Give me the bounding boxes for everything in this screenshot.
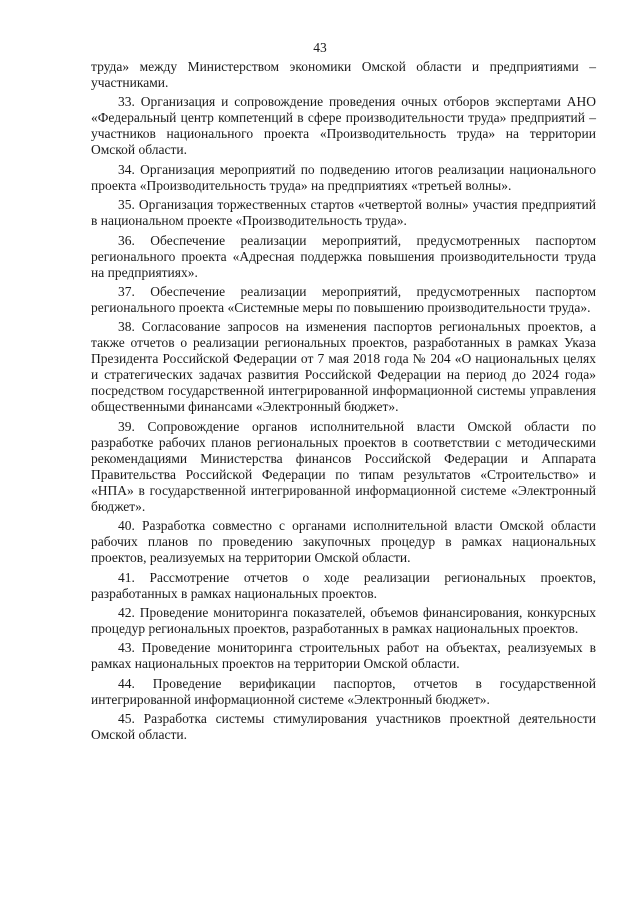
paragraph-item-44: 44. Проведение верификации паспортов, отчетов в государственной интегрированной информационной системе «Электронный бюджет». bbox=[91, 675, 596, 707]
paragraph-continuation: труда» между Министерством экономики Омской области и предприятиями – участниками. bbox=[91, 59, 596, 90]
paragraph-item-39: 39. Сопровождение органов исполнительной власти Омской области по разработке рабочих планов региональных проектов в соответствии с методическими рекомендациями Министерства финансов Российской Федерации и Аппарата Правительства Российской Федерации по типам результатов «Строительство» и «НПА» в государственной интегрированной информационной системе «Электронный бюджет». bbox=[91, 418, 596, 514]
paragraph-item-41: 41. Рассмотрение отчетов о ходе реализации региональных проектов, разработанных в рамках национальных проектов. bbox=[91, 569, 596, 601]
paragraph-item-40: 40. Разработка совместно с органами исполнительной власти Омской области рабочих планов по проведению закупочных процедур в рамках национальных проектов, реализуемых на территории Омской области. bbox=[91, 518, 596, 566]
paragraph-item-43: 43. Проведение мониторинга строительных работ на объектах, реализуемых в рамках национальных проектов на территории Омской области. bbox=[91, 640, 596, 672]
document-body bbox=[91, 59, 596, 743]
paragraph-item-36: 36. Обеспечение реализации мероприятий, предусмотренных паспортом регионального проекта «Адресная поддержка повышения производительности труда на предприятиях». bbox=[91, 232, 596, 280]
paragraph-item-34: 34. Организация мероприятий по подведению итогов реализации национального проекта «Производительность труда» на предприятиях «третьей волны». bbox=[91, 161, 596, 193]
paragraph-item-38: 38. Согласование запросов на изменения паспортов региональных проектов, а также отчетов о реализации региональных проектов, разработанных в рамках Указа Президента Российской Федерации от 7 мая 2018 года № 204 «О национальных целях и стратегических задачах развития Российской Федерации на период до 2024 года» посредством государственной интегрированной информационной системы управления общественными финансами «Электронный бюджет». bbox=[91, 319, 596, 415]
page-number: 43 bbox=[313, 40, 327, 55]
paragraph-item-35: 35. Организация торжественных стартов «четвертой волны» участия предприятий в национальном проекте «Производительность труда». bbox=[91, 197, 596, 229]
paragraph-item-42: 42. Проведение мониторинга показателей, объемов финансирования, конкурсных процедур региональных проектов, разработанных в рамках национальных проектов. bbox=[91, 604, 596, 636]
paragraph-item-33: 33. Организация и сопровождение проведения очных отборов экспертами АНО «Федеральный центр компетенций в сфере производительности труда» предприятий – участников национального проекта «Производительность труда» на территории Омской области. bbox=[91, 94, 596, 158]
paragraph-item-37: 37. Обеспечение реализации мероприятий, предусмотренных паспортом регионального проекта «Системные меры по повышению производительности труда». bbox=[91, 283, 596, 315]
paragraph-item-45: 45. Разработка системы стимулирования участников проектной деятельности Омской области. bbox=[91, 711, 596, 743]
